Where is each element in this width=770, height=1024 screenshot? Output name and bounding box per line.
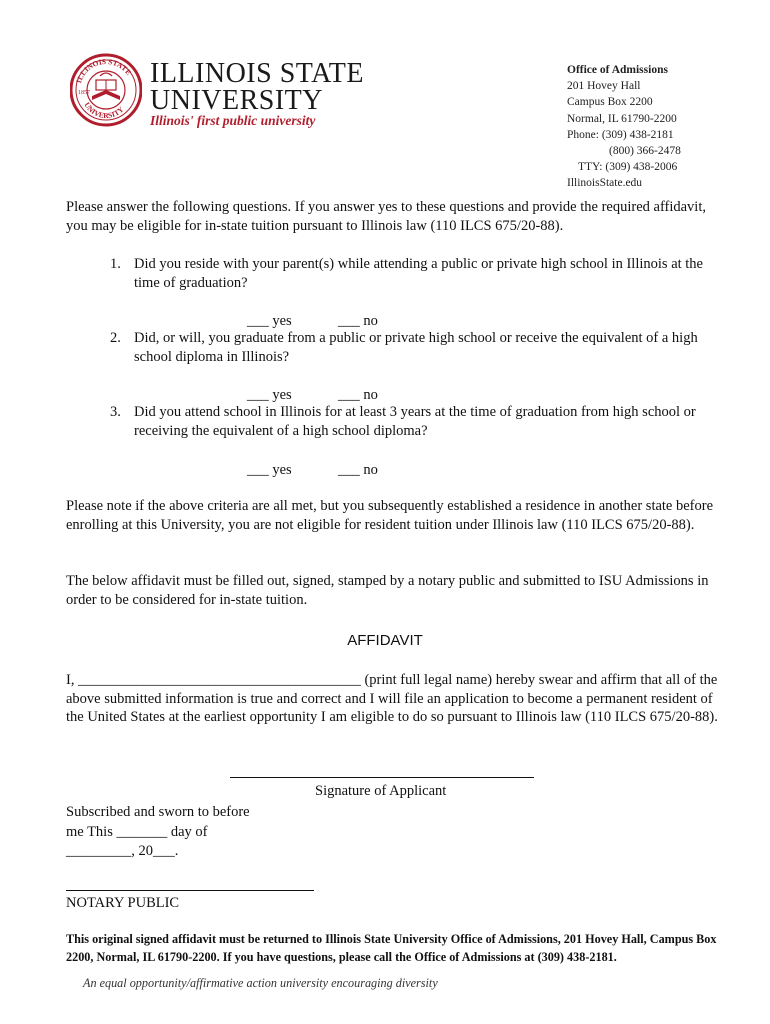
sworn-line3[interactable]: _________, 20___.: [66, 843, 179, 859]
university-wordmark: [150, 60, 364, 114]
university-seal-logo: [70, 50, 142, 130]
question-1: [110, 255, 730, 292]
seal-top-text: ILLINOIS STATE: [74, 56, 134, 85]
sworn-block: [66, 803, 250, 862]
seal-year-text: 1857: [78, 90, 90, 96]
question-number: 3.: [110, 404, 121, 420]
affidavit-text[interactable]: I, _______________________________________ (print full legal name) hereby swear and affirm that all of the above submitted information is true and correct and I will file an application to become a permanent resident of the United States at the earliest opportunity I am eligible to do so pursuant to Illinois law (110 ILCS 675/20-88).: [66, 672, 718, 725]
office-phone2: (800) 366-2478: [609, 145, 681, 158]
office-address2: Campus Box 2200: [567, 96, 653, 109]
office-tty: TTY: (309) 438-2006: [578, 161, 678, 174]
affidavit-title: AFFIDAVIT: [347, 632, 423, 649]
sworn-line2[interactable]: me This _______ day of: [66, 823, 208, 840]
sworn-line1: Subscribed and sworn to before: [66, 804, 250, 820]
office-web: IllinoisState.edu: [567, 177, 643, 190]
question-number: 1.: [110, 256, 121, 272]
intro-paragraph: Please answer the following questions. If you answer yes to these questions and provide the required affidavit, you may be eligible for in-state tuition pursuant to Illinois law (110 ILCS 675/20-88).: [66, 199, 706, 234]
question-2: [110, 329, 730, 366]
question-text: Did you attend school in Illinois for at least 3 years at the time of graduation from high school or receiving the equivalent of a high school diploma?: [134, 404, 696, 439]
question-text: Did, or will, you graduate from a public or private high school or receive the equivalent of a high school diploma in Illinois?: [134, 330, 698, 365]
brand-tagline: Illinois' first public university: [150, 113, 316, 128]
question-3: [110, 403, 730, 440]
seal-bottom-text: UNIVERSITY: [82, 100, 126, 121]
footer-eeo-statement: An equal opportunity/affirmative action university encouraging diversity: [83, 976, 438, 990]
brand-line2: UNIVERSITY: [150, 85, 323, 116]
affidavit-instruction: The below affidavit must be filled out, signed, stamped by a notary public and submitted to ISU Admissions in order to be considered for in-state tuition.: [66, 573, 709, 608]
q1-yes-option[interactable]: ___ yes: [247, 313, 292, 329]
office-address-block: [567, 62, 681, 192]
signature-label: Signature of Applicant: [315, 783, 447, 799]
q3-no-option[interactable]: ___ no: [338, 462, 378, 478]
q2-no-option[interactable]: ___ no: [338, 387, 378, 403]
return-instructions: This original signed affidavit must be returned to Illinois State University Office of Admissions, 201 Hovey Hall, Campus Box 2200, Normal, IL 61790-2200. If you have questions, please call the Office of Admissions at (309) 438-2181.: [66, 932, 717, 964]
office-address3: Normal, IL 61790-2200: [567, 112, 677, 125]
question-text: Did you reside with your parent(s) while attending a public or private high school in Illinois at the time of graduation?: [134, 256, 703, 291]
notary-label: NOTARY PUBLIC: [66, 895, 180, 911]
question-number: 2.: [110, 330, 121, 346]
signature-line[interactable]: [230, 777, 534, 778]
residency-note: Please note if the above criteria are all met, but you subsequently established a residence in another state before enrolling at this University, you are not eligible for resident tuition under Illinois law (110 ILCS 675/20-88).: [66, 498, 714, 533]
office-address1: 201 Hovey Hall: [567, 80, 641, 93]
notary-signature-line[interactable]: [66, 890, 314, 891]
q1-no-option[interactable]: ___ no: [338, 313, 378, 329]
office-phone: Phone: (309) 438-2181: [567, 128, 674, 141]
q2-yes-option[interactable]: ___ yes: [247, 387, 292, 403]
q3-yes-option[interactable]: ___ yes: [247, 462, 292, 478]
brand-line1: ILLINOIS STATE: [150, 58, 364, 89]
office-title: Office of Admissions: [567, 64, 668, 76]
